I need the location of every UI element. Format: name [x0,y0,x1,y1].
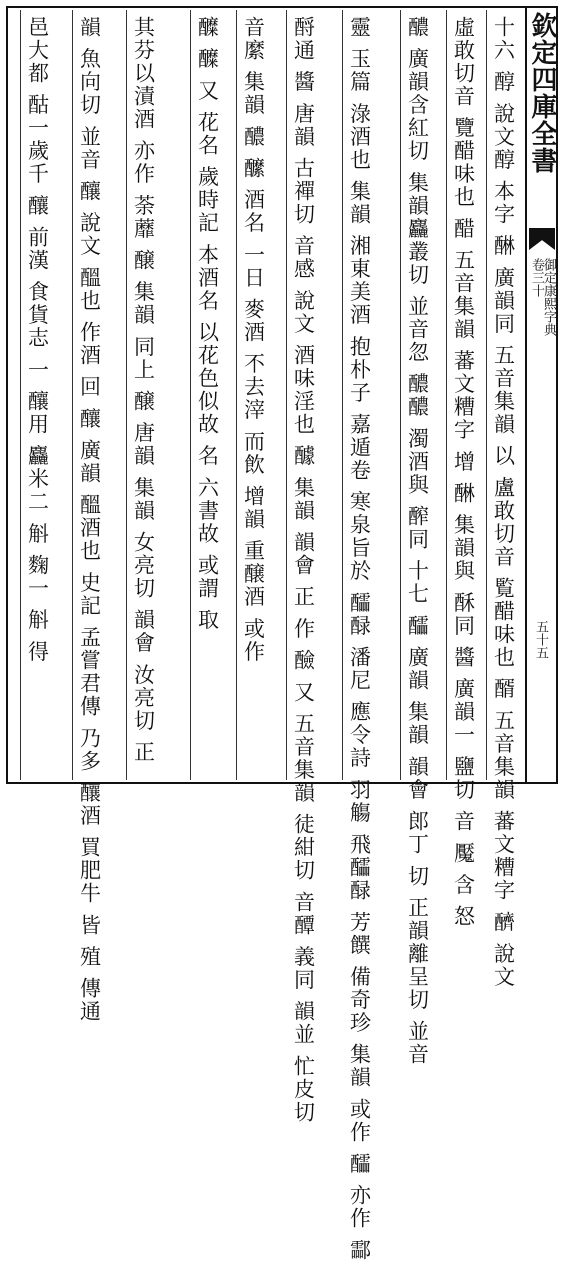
fish-tail-icon [529,228,555,250]
column-text: 邑大都 酤一歲千 釀 前漢 食貨志 一 釀用 麤米二 斛 麴一 斛 得 [25,16,50,664]
column-text: 虛敢切音 覽醋味也 醋 五音集韻 蕃文糟字 增 醂 集韻與 酥同 醬 廣韻一 鹽切 音 魘 含 怒 [451,16,476,929]
text-column [20,10,54,780]
text-column [236,10,270,780]
text-column [126,10,160,780]
column-text: 靈 玉篇 淥酒也 集韻 湘東美酒 抱朴子 嘉遁卷 寒泉旨於 醽醁 潘尼 應令詩 羽觴 飛醽醁 芳饌 備奇珍 集韻 或作 醽 亦作 酃 [347,16,372,1262]
title-strip [525,8,556,782]
column-text: 其芬以漬酒 亦作 荼蘼 醸 集韻 同上 醸 唐韻 集韻 女亮切 韻會 汝亮切 正 [131,16,156,765]
text-column [486,10,520,989]
volume-title [530,258,554,336]
column-text: 韻 魚向切 並音 釀 說文 醞也 作酒 回 釀 廣韻 醞酒也 史記 孟嘗君傳 乃多 釀酒 買肥牛 皆 殖 傳通 [77,16,102,1024]
text-column [446,10,480,929]
page-number: 五十五 [533,620,548,659]
column-text: 十六 醇 說文醇 本字 醂 廣韻同 五音集韻 以 盧敢切音 覧醋味也 醑 五音集韻 蕃文糟字 𨣧 說文 [491,16,516,989]
text-column [342,10,376,1262]
column-text: 音縻 集韻 醲 醿 酒名 一日 麥酒 不去滓 而飲 增韻 重醸酒 或作 [241,16,266,664]
column-text: 醲 廣韻含紅切 集韻麤叢切 並音忽 醲醲 濁酒與 醡同 十七 醽 廣韻 集韻 韻會 郎丁 切 正韻離呈切 並音 [405,16,430,1067]
text-column [72,10,106,1024]
book-title: 欽定四庫全書 [527,12,557,174]
text-column [190,10,224,780]
column-text: 醾 醾 又 花名 歲時記 本酒名 以花色似故 名 六書故 或謂 取 [195,16,220,632]
column-text: 酹通 醬 唐韻 古禪切 音感 說文 酒味淫也 醵 集韻 韻會 正 作 醶 又 五音集韻 徒紺切 音醰 義同 韻並 忙皮切 [291,16,316,1124]
volume-title-line: 御定康熙字典 [541,258,556,336]
volume-title-line: 卷三十 [529,258,544,297]
text-column [286,10,320,1124]
text-column [400,10,434,1067]
